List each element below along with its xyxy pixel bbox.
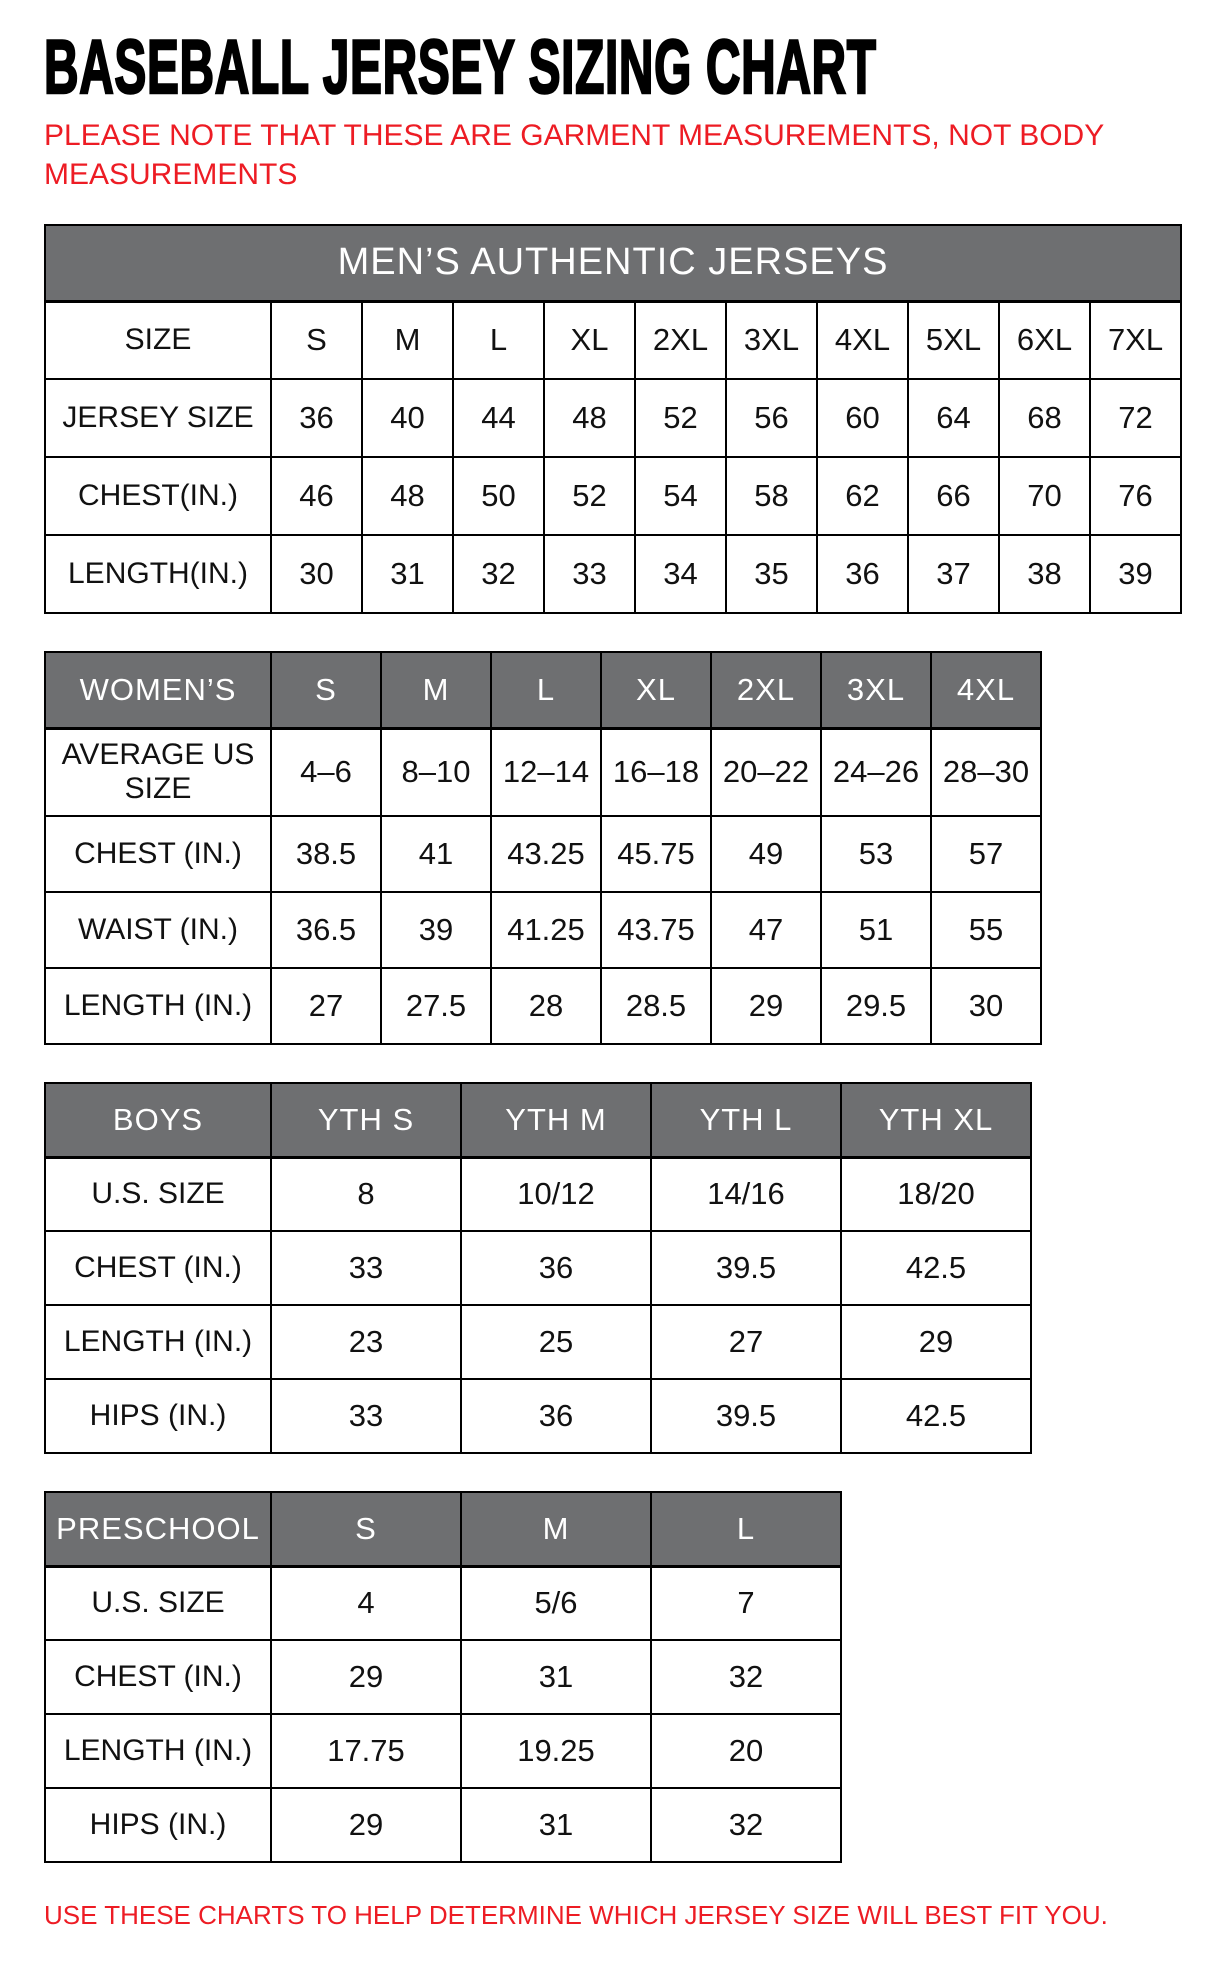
boys-row bbox=[45, 1231, 1031, 1305]
mens-row-label: JERSEY SIZE bbox=[45, 379, 271, 457]
mens-value-cell: 38 bbox=[999, 535, 1090, 613]
womens-value-cell: 38.5 bbox=[271, 816, 381, 892]
womens-sizing-table bbox=[44, 651, 1042, 1045]
mens-value-cell: 68 bbox=[999, 379, 1090, 457]
womens-size-header: 3XL bbox=[821, 652, 931, 728]
boys-value-cell: 36 bbox=[461, 1379, 651, 1453]
womens-value-cell: 36.5 bbox=[271, 892, 381, 968]
womens-value-cell: 45.75 bbox=[601, 816, 711, 892]
womens-header-row bbox=[45, 652, 1041, 728]
mens-value-cell: 40 bbox=[362, 379, 453, 457]
preschool-value-cell: 7 bbox=[651, 1566, 841, 1640]
mens-value-cell: 48 bbox=[362, 457, 453, 535]
mens-value-cell: 52 bbox=[635, 379, 726, 457]
preschool-row-label: U.S. SIZE bbox=[45, 1566, 271, 1640]
garment-measurements-note: PLEASE NOTE THAT THESE ARE GARMENT MEASUREMENTS, NOT BODY MEASUREMENTS bbox=[44, 119, 1104, 191]
womens-value-cell: 30 bbox=[931, 968, 1041, 1044]
womens-value-cell: 51 bbox=[821, 892, 931, 968]
boys-value-cell: 42.5 bbox=[841, 1231, 1031, 1305]
mens-value-cell: L bbox=[453, 301, 544, 379]
womens-value-cell: 41 bbox=[381, 816, 491, 892]
womens-row-label: CHEST (IN.) bbox=[45, 816, 271, 892]
womens-size-header: 4XL bbox=[931, 652, 1041, 728]
womens-value-cell: 57 bbox=[931, 816, 1041, 892]
preschool-header-label: PRESCHOOL bbox=[45, 1492, 271, 1566]
womens-row-label: AVERAGE US SIZE bbox=[45, 728, 271, 816]
preschool-value-cell: 29 bbox=[271, 1788, 461, 1862]
womens-value-cell: 16–18 bbox=[601, 728, 711, 816]
mens-value-cell: 3XL bbox=[726, 301, 817, 379]
womens-value-cell: 53 bbox=[821, 816, 931, 892]
mens-banner-row bbox=[45, 225, 1181, 301]
mens-value-cell: 50 bbox=[453, 457, 544, 535]
womens-value-cell: 4–6 bbox=[271, 728, 381, 816]
preschool-value-cell: 19.25 bbox=[461, 1714, 651, 1788]
mens-value-cell: 35 bbox=[726, 535, 817, 613]
mens-value-cell: 39 bbox=[1090, 535, 1181, 613]
preschool-value-cell: 29 bbox=[271, 1640, 461, 1714]
womens-value-cell: 12–14 bbox=[491, 728, 601, 816]
preschool-size-header: M bbox=[461, 1492, 651, 1566]
preschool-row-label: LENGTH (IN.) bbox=[45, 1714, 271, 1788]
womens-row-label: WAIST (IN.) bbox=[45, 892, 271, 968]
mens-value-cell: 62 bbox=[817, 457, 908, 535]
mens-value-cell: 58 bbox=[726, 457, 817, 535]
mens-value-cell: 32 bbox=[453, 535, 544, 613]
preschool-value-cell: 5/6 bbox=[461, 1566, 651, 1640]
womens-value-cell: 29 bbox=[711, 968, 821, 1044]
mens-value-cell: 4XL bbox=[817, 301, 908, 379]
womens-size-header: S bbox=[271, 652, 381, 728]
mens-row-label: SIZE bbox=[45, 301, 271, 379]
preschool-value-cell: 32 bbox=[651, 1788, 841, 1862]
mens-table-title: MEN’S AUTHENTIC JERSEYS bbox=[45, 225, 1181, 301]
womens-value-cell: 8–10 bbox=[381, 728, 491, 816]
boys-row bbox=[45, 1379, 1031, 1453]
page-title-text: BASEBALL JERSEY SIZING CHART bbox=[44, 25, 877, 110]
preschool-value-cell: 4 bbox=[271, 1566, 461, 1640]
boys-value-cell: 39.5 bbox=[651, 1231, 841, 1305]
boys-sizing-table bbox=[44, 1082, 1032, 1454]
womens-value-cell: 28.5 bbox=[601, 968, 711, 1044]
mens-row-label: CHEST(IN.) bbox=[45, 457, 271, 535]
boys-size-header: YTH S bbox=[271, 1083, 461, 1157]
mens-row bbox=[45, 379, 1181, 457]
mens-value-cell: 46 bbox=[271, 457, 362, 535]
preschool-row bbox=[45, 1788, 841, 1862]
mens-row bbox=[45, 301, 1181, 379]
womens-row bbox=[45, 968, 1041, 1044]
womens-value-cell: 43.25 bbox=[491, 816, 601, 892]
womens-value-cell: 55 bbox=[931, 892, 1041, 968]
boys-value-cell: 23 bbox=[271, 1305, 461, 1379]
mens-value-cell: 34 bbox=[635, 535, 726, 613]
boys-header-label: BOYS bbox=[45, 1083, 271, 1157]
boys-value-cell: 33 bbox=[271, 1231, 461, 1305]
preschool-value-cell: 17.75 bbox=[271, 1714, 461, 1788]
mens-value-cell: 56 bbox=[726, 379, 817, 457]
mens-value-cell: 70 bbox=[999, 457, 1090, 535]
boys-row-label: HIPS (IN.) bbox=[45, 1379, 271, 1453]
mens-value-cell: XL bbox=[544, 301, 635, 379]
boys-size-header: YTH XL bbox=[841, 1083, 1031, 1157]
boys-size-header: YTH L bbox=[651, 1083, 841, 1157]
mens-value-cell: 60 bbox=[817, 379, 908, 457]
womens-value-cell: 20–22 bbox=[711, 728, 821, 816]
mens-value-cell: 30 bbox=[271, 535, 362, 613]
mens-value-cell: M bbox=[362, 301, 453, 379]
womens-value-cell: 24–26 bbox=[821, 728, 931, 816]
mens-row bbox=[45, 535, 1181, 613]
preschool-value-cell: 31 bbox=[461, 1640, 651, 1714]
boys-row-label: LENGTH (IN.) bbox=[45, 1305, 271, 1379]
preschool-row bbox=[45, 1714, 841, 1788]
preschool-value-cell: 31 bbox=[461, 1788, 651, 1862]
womens-value-cell: 43.75 bbox=[601, 892, 711, 968]
womens-value-cell: 28–30 bbox=[931, 728, 1041, 816]
mens-value-cell: 76 bbox=[1090, 457, 1181, 535]
boys-row bbox=[45, 1305, 1031, 1379]
womens-value-cell: 27.5 bbox=[381, 968, 491, 1044]
mens-value-cell: 2XL bbox=[635, 301, 726, 379]
mens-value-cell: 7XL bbox=[1090, 301, 1181, 379]
womens-value-cell: 39 bbox=[381, 892, 491, 968]
mens-value-cell: 48 bbox=[544, 379, 635, 457]
mens-value-cell: 54 bbox=[635, 457, 726, 535]
footer-note: USE THESE CHARTS TO HELP DETERMINE WHICH JERSEY SIZE WILL BEST FIT YOU. bbox=[44, 1900, 1108, 1930]
mens-value-cell: 6XL bbox=[999, 301, 1090, 379]
mens-value-cell: 36 bbox=[817, 535, 908, 613]
boys-value-cell: 18/20 bbox=[841, 1157, 1031, 1231]
womens-size-header: XL bbox=[601, 652, 711, 728]
preschool-row-label: HIPS (IN.) bbox=[45, 1788, 271, 1862]
preschool-value-cell: 32 bbox=[651, 1640, 841, 1714]
boys-size-header: YTH M bbox=[461, 1083, 651, 1157]
boys-value-cell: 33 bbox=[271, 1379, 461, 1453]
mens-value-cell: 66 bbox=[908, 457, 999, 535]
womens-row bbox=[45, 892, 1041, 968]
preschool-size-header: S bbox=[271, 1492, 461, 1566]
womens-size-header: 2XL bbox=[711, 652, 821, 728]
preschool-header-row bbox=[45, 1492, 841, 1566]
boys-header-row bbox=[45, 1083, 1031, 1157]
mens-value-cell: 52 bbox=[544, 457, 635, 535]
preschool-sizing-table bbox=[44, 1491, 842, 1863]
mens-value-cell: 72 bbox=[1090, 379, 1181, 457]
preschool-value-cell: 20 bbox=[651, 1714, 841, 1788]
womens-row bbox=[45, 816, 1041, 892]
boys-value-cell: 39.5 bbox=[651, 1379, 841, 1453]
boys-value-cell: 36 bbox=[461, 1231, 651, 1305]
womens-value-cell: 28 bbox=[491, 968, 601, 1044]
boys-row bbox=[45, 1157, 1031, 1231]
boys-value-cell: 29 bbox=[841, 1305, 1031, 1379]
boys-value-cell: 25 bbox=[461, 1305, 651, 1379]
womens-value-cell: 49 bbox=[711, 816, 821, 892]
boys-value-cell: 8 bbox=[271, 1157, 461, 1231]
boys-value-cell: 10/12 bbox=[461, 1157, 651, 1231]
mens-value-cell: 36 bbox=[271, 379, 362, 457]
mens-value-cell: 44 bbox=[453, 379, 544, 457]
boys-value-cell: 42.5 bbox=[841, 1379, 1031, 1453]
mens-value-cell: 37 bbox=[908, 535, 999, 613]
mens-value-cell: 64 bbox=[908, 379, 999, 457]
mens-value-cell: 33 bbox=[544, 535, 635, 613]
womens-value-cell: 47 bbox=[711, 892, 821, 968]
womens-value-cell: 29.5 bbox=[821, 968, 931, 1044]
womens-value-cell: 41.25 bbox=[491, 892, 601, 968]
mens-row bbox=[45, 457, 1181, 535]
boys-row-label: CHEST (IN.) bbox=[45, 1231, 271, 1305]
womens-value-cell: 27 bbox=[271, 968, 381, 1044]
page-title bbox=[44, 25, 1180, 110]
womens-row-label: LENGTH (IN.) bbox=[45, 968, 271, 1044]
preschool-row bbox=[45, 1566, 841, 1640]
mens-value-cell: 5XL bbox=[908, 301, 999, 379]
preschool-row-label: CHEST (IN.) bbox=[45, 1640, 271, 1714]
boys-value-cell: 14/16 bbox=[651, 1157, 841, 1231]
womens-size-header: M bbox=[381, 652, 491, 728]
mens-row-label: LENGTH(IN.) bbox=[45, 535, 271, 613]
mens-value-cell: S bbox=[271, 301, 362, 379]
preschool-size-header: L bbox=[651, 1492, 841, 1566]
boys-value-cell: 27 bbox=[651, 1305, 841, 1379]
preschool-row bbox=[45, 1640, 841, 1714]
womens-row bbox=[45, 728, 1041, 816]
womens-size-header: L bbox=[491, 652, 601, 728]
mens-authentic-jerseys-table bbox=[44, 224, 1182, 614]
mens-value-cell: 31 bbox=[362, 535, 453, 613]
boys-row-label: U.S. SIZE bbox=[45, 1157, 271, 1231]
womens-header-label: WOMEN’S bbox=[45, 652, 271, 728]
